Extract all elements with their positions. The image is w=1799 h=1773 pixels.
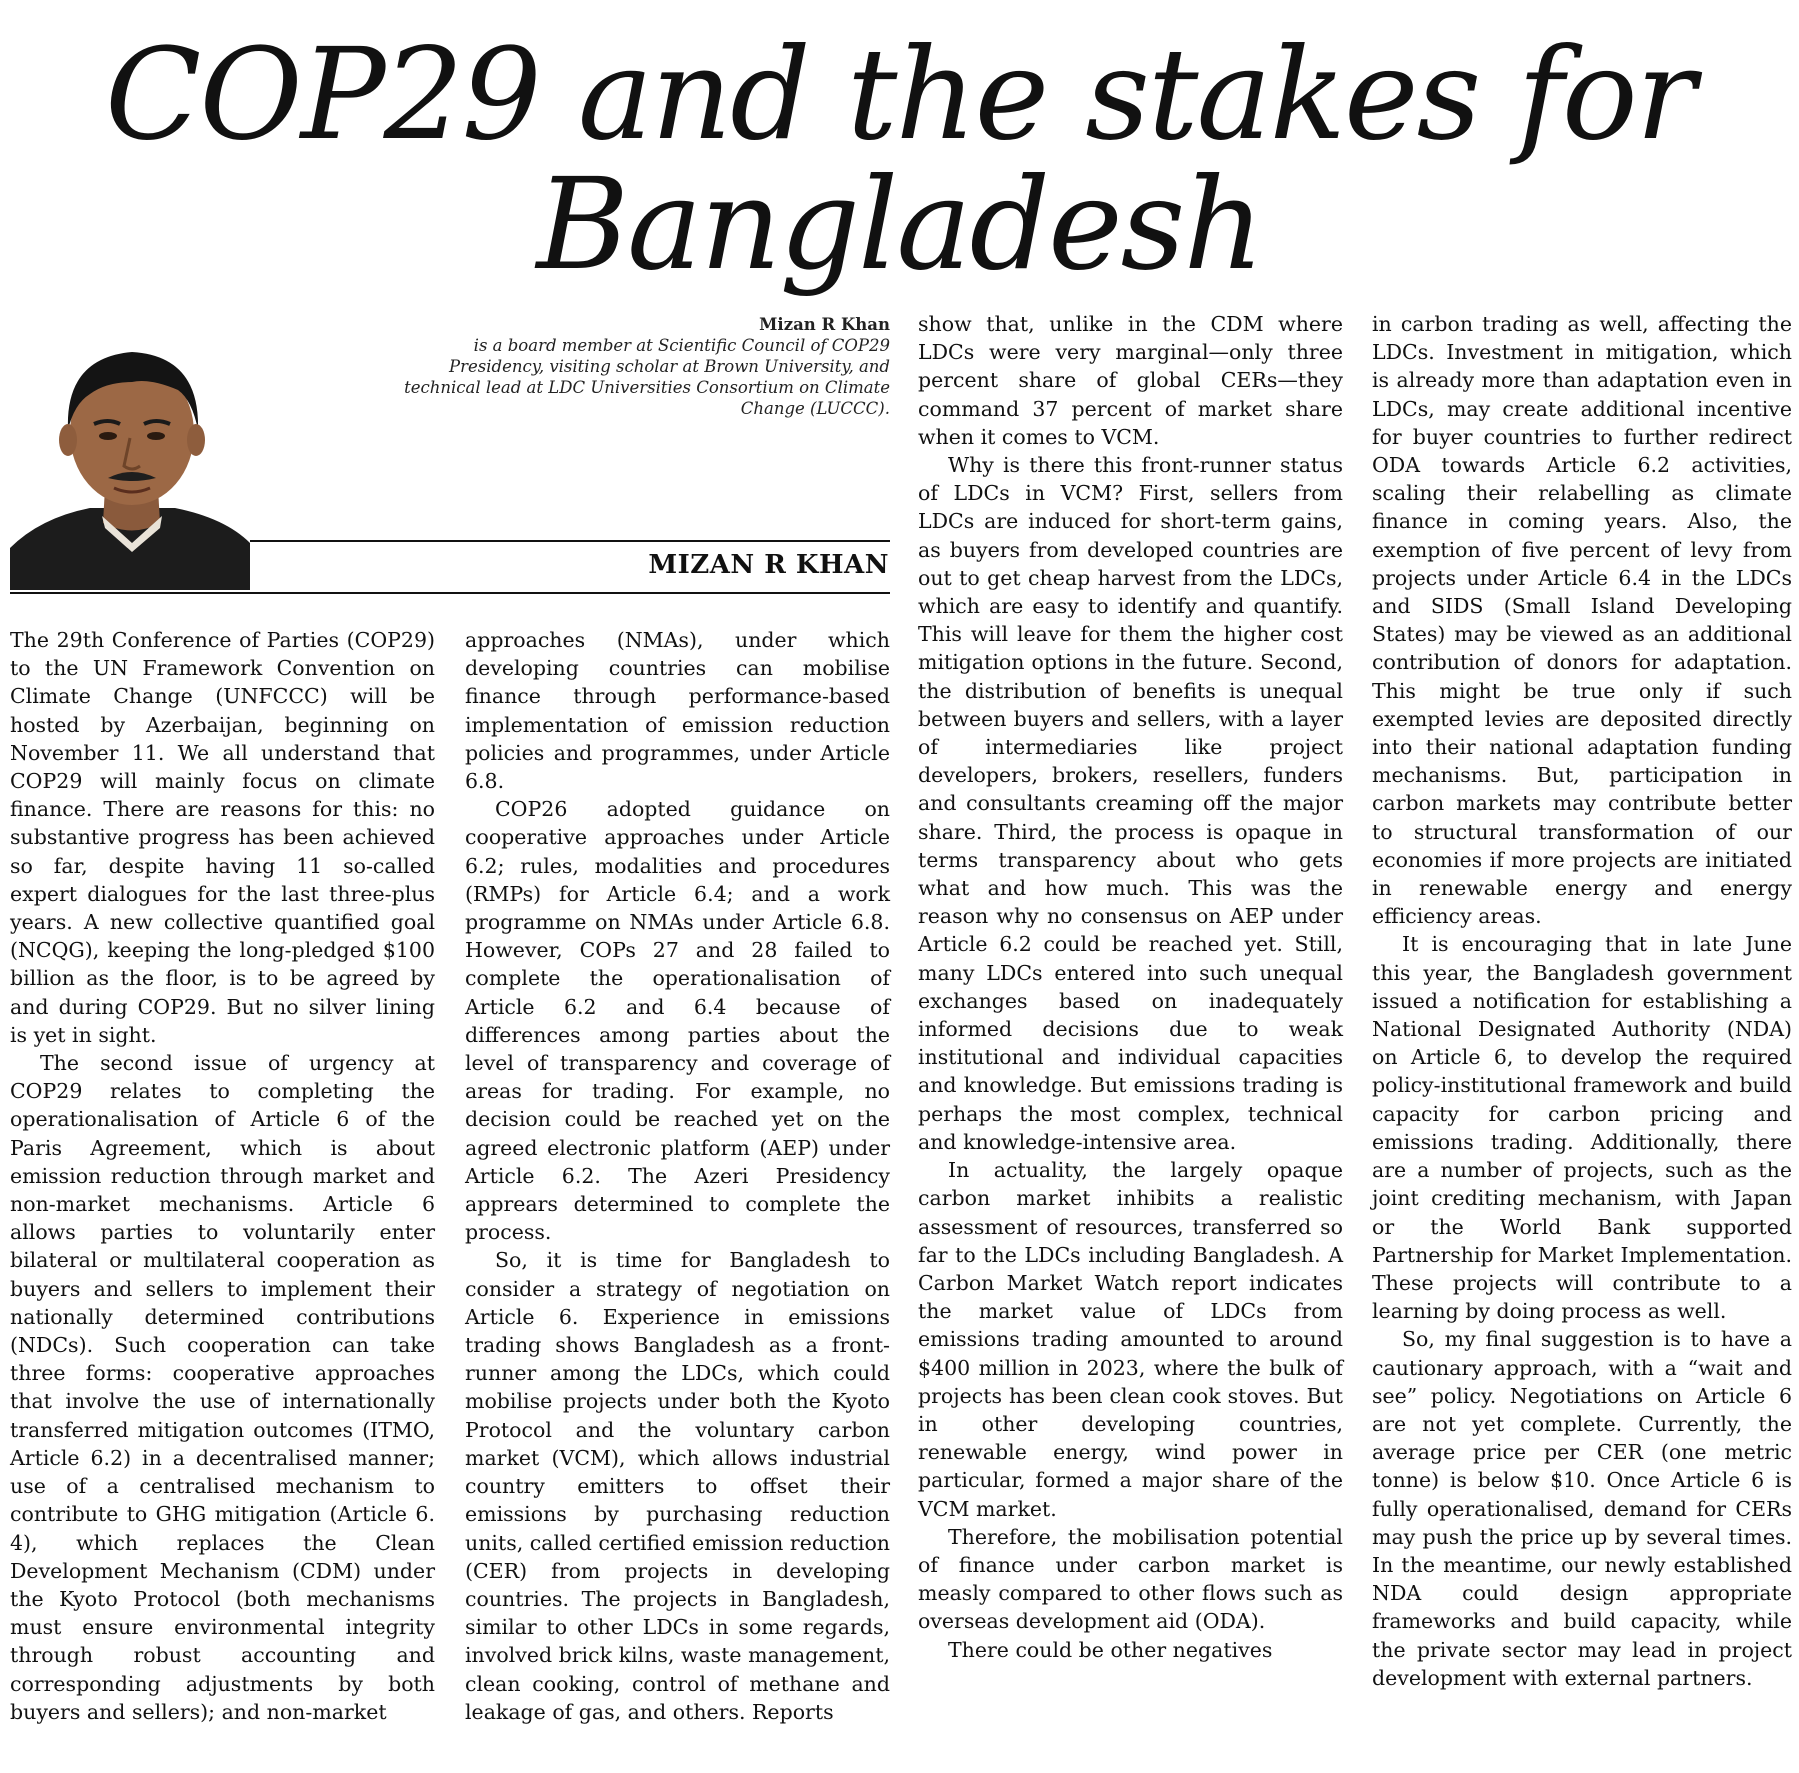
byline-name: Mizan R Khan <box>759 315 890 334</box>
headline: COP29 and the stakes for Bangladesh <box>104 21 1694 298</box>
author-name: MIZAN R KHAN <box>648 550 889 580</box>
body-paragraph: So, my final suggestion is to have a cautionary approach, with a “wait and see” policy. Negotiations on Article 6 are not yet complete. Currently, the average price per CER (one metric tonne) is below $10. Once Article 6 is fully operationalised, demand for CERs may push the price up by several times. In the meantime, our newly established NDA could design appropriate frameworks and build capacity, while the private sector may lead in project development with external partners. <box>1372 1327 1792 1690</box>
author-photo <box>10 338 250 590</box>
body-paragraph: It is encouraging that in late June this year, the Bangladesh government issued a notification for establishing a National Designated Authority (NDA) on Article 6, to develop the required policy-institutional framework and build capacity for carbon pricing and emissions trading. Additionally, there are a number of projects, such as the joint crediting mechanism, with Japan or the World Bank supported Partnership for Market Implementation. These projects will contribute to a learning by doing process as well. <box>1372 932 1792 1324</box>
body-paragraph: in carbon trading as well, affecting the LDCs. Investment in mitigation, which is already more than adaptation even in LDCs, may create additional incentive for buyer countries to further redirect ODA towards Article 6.2 activities, scaling their relabelling as climate finance in coming years. Also, the exemption of five percent of levy from projects under Article 6.4 in the LDCs and SIDS (Small Island Developing States) may be viewed as an additional contribution of donors for adaptation. This might be true only if such exempted levies are deposited directly into their national adaptation funding mechanisms. But, participation in carbon markets may contribute better to structural transformation of our economies if more projects are initiated in renewable energy and energy efficiency areas. <box>1372 312 1792 929</box>
column-4 <box>1372 310 1792 1692</box>
column-1 <box>10 626 435 1726</box>
body-paragraph: The 29th Conference of Parties (COP29) to the UN Framework Convention on Climate Change (UNFCCC) will be hosted by Azerbaijan, beginning on November 11. We all understand that COP29 will mainly focus on climate finance. There are reasons for this: no substantive progress has been achieved so far, despite having 11 so-called expert dialogues for the last three-plus years. A new collective quantified goal (NCQG), keeping the long-pledged $100 billion as the floor, is to be agreed by and during COP29. But no silver lining is yet in sight. <box>10 628 435 1047</box>
body-paragraph: There could be other negatives <box>948 1637 1273 1662</box>
body-paragraph: Therefore, the mobilisation potential of finance under carbon market is measly compared to other flows such as overseas development aid (ODA). <box>918 1524 1343 1634</box>
body-paragraph: approaches (NMAs), under which developing countries can mobilise finance through performance-based implementation of emission reduction policies and programmes, under Article 6.8. <box>465 628 890 794</box>
byline-rule-bottom <box>10 592 890 594</box>
column-3 <box>918 310 1343 1664</box>
column-2 <box>465 626 890 1726</box>
body-paragraph: COP26 adopted guidance on cooperative approaches under Article 6.2; rules, modalities and procedures (RMPs) for Article 6.4; and a work programme on NMAs under Article 6.8. However, COPs 27 and 28 failed to complete the operationalisation of Article 6.2 and 6.4 because of differences among parties about the level of transparency and coverage of areas for trading. For example, no decision could be reached yet on the agreed electronic platform (AEP) under Article 6.2. The Azeri Presidency apprears determined to complete the process. <box>465 797 890 1245</box>
body-paragraph: Why is there this front-runner status of LDCs in VCM? First, sellers from LDCs are induced for short-term gains, as buyers from developed countries are out to get cheap harvest from the LDCs, which are easy to identify and quantify. This will leave for them the higher cost mitigation options in the future. Second, the distribution of benefits is unequal between buyers and sellers, with a layer of intermediaries like project developers, brokers, resellers, funders and consultants creaming off the major share. Third, the process is opaque in terms transparency about who gets what and how much. This was the reason why no consensus on AEP under Article 6.2 could be reached yet. Still, many LDCs entered into such unequal exchanges based on inadequately informed decisions due to weak institutional and individual capacities and knowledge. But emissions trading is perhaps the most complex, technical and knowledge-intensive area. <box>918 453 1343 1154</box>
byline-box <box>380 314 890 419</box>
body-paragraph: show that, unlike in the CDM where LDCs were very marginal—only three percent share of global CERs—they command 37 percent of market share when it comes to VCM. <box>918 312 1343 449</box>
byline-rule-top <box>250 540 890 542</box>
byline-bio: is a board member at Scientific Council of COP29 Presidency, visiting scholar at Brown University, and technical lead at LDC Universities Consortium on Climate Change (LUCCC). <box>404 336 890 418</box>
body-paragraph: So, it is time for Bangladesh to consider a strategy of negotiation on Article 6. Experience in emissions trading shows Bangladesh as a front-runner among the LDCs, which could mobilise projects under both the Kyoto Protocol and the voluntary carbon market (VCM), which allows industrial country emitters to offset their emissions by purchasing reduction units, called certified emission reduction (CER) from projects in developing countries. The projects in Bangladesh, similar to other LDCs in some regards, involved brick kilns, waste management, clean cooking, control of methane and leakage of gas, and others. Reports <box>465 1248 890 1724</box>
body-paragraph: In actuality, the largely opaque carbon market inhibits a realistic assessment of resources, transferred so far to the LDCs including Bangladesh. A Carbon Market Watch report indicates the market value of LDCs from emissions trading amounted to around $400 million in 2023, where the bulk of projects has been clean cook stoves. But in other developing countries, renewable energy, wind power in particular, formed a major share of the VCM market. <box>918 1158 1343 1521</box>
author-portrait-illustration <box>10 338 250 590</box>
body-paragraph: The second issue of urgency at COP29 relates to completing the operationalisation of Article 6 of the Paris Agreement, which is about emission reduction through market and non-market mechanisms. Article 6 allows parties to voluntarily enter bilateral or multilateral cooperation as buyers and sellers to implement their nationally determined contributions (NDCs). Such cooperation can take three forms: cooperative approaches that involve the use of internationally transferred mitigation outcomes (ITMO, Article 6.2) in a decentralised manner; use of a centralised mechanism to contribute to GHG mitigation (Article 6. 4), which replaces the Clean Development Mechanism (CDM) under the Kyoto Protocol (both mechanisms must ensure environmental integrity through robust accounting and corresponding adjustments by both buyers and sellers); and non-market <box>10 1051 435 1724</box>
